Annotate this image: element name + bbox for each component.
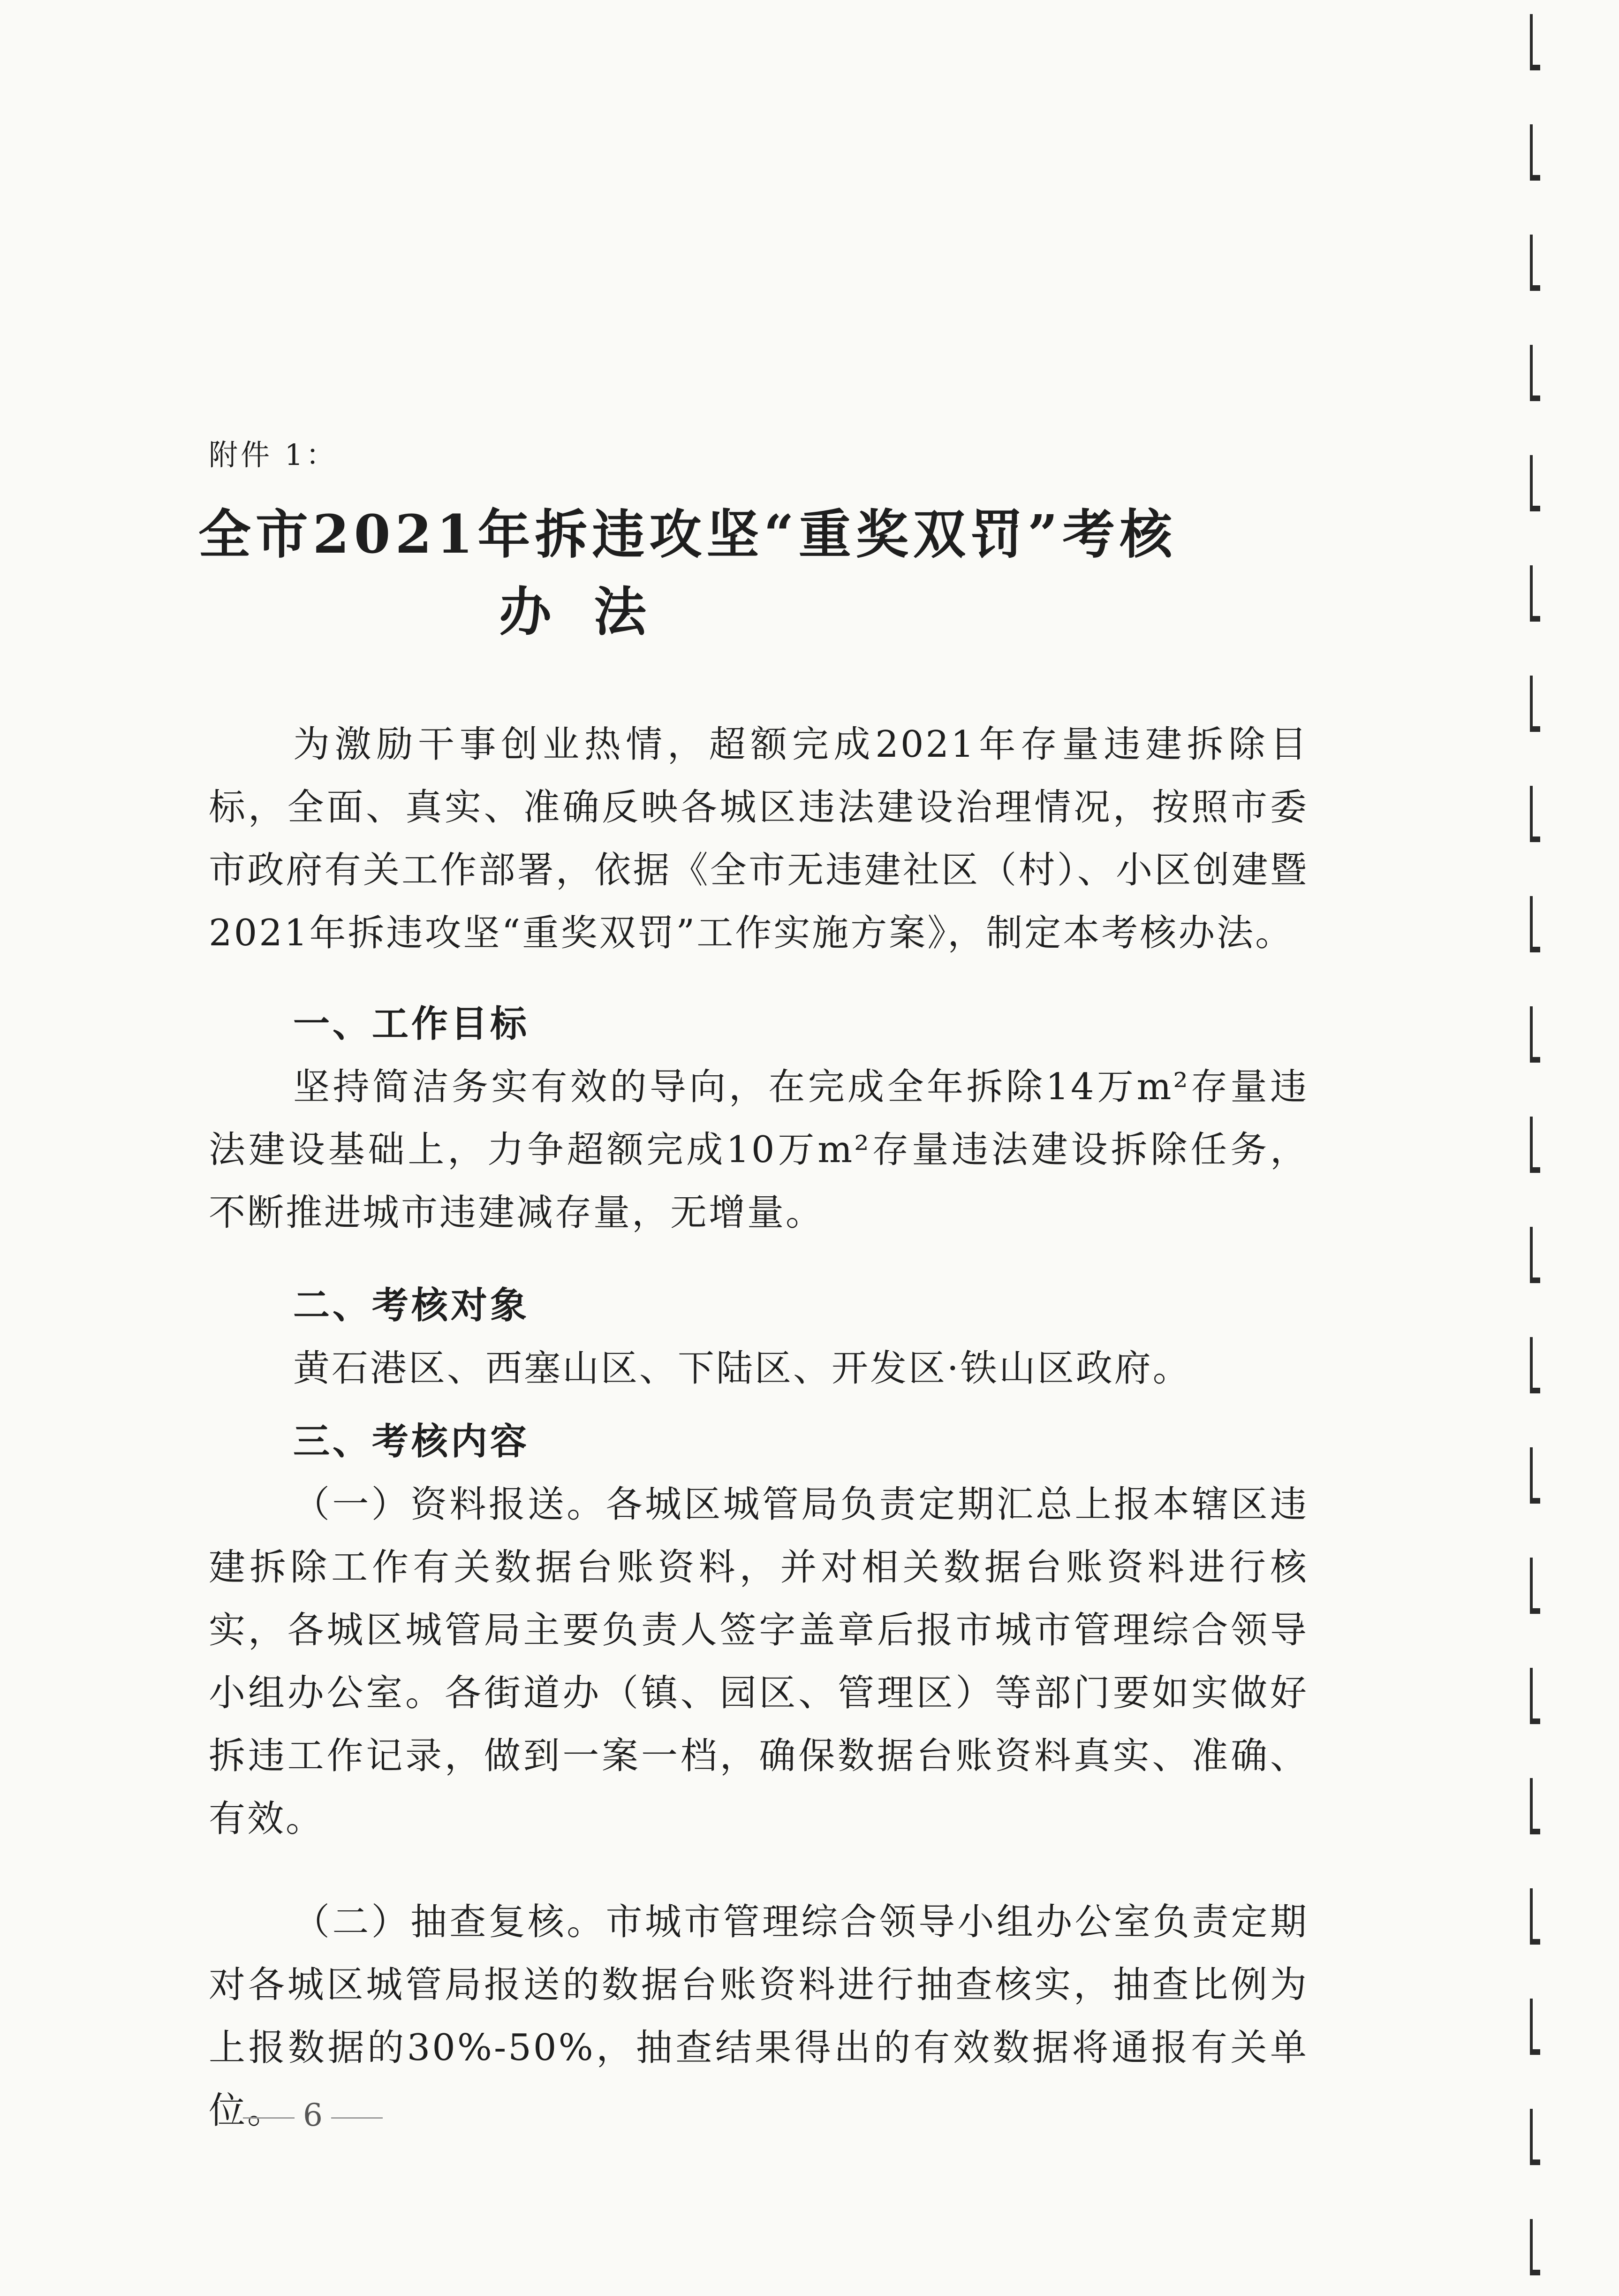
section-heading-goals: 一、工作目标	[293, 1003, 530, 1045]
page-number-dash	[331, 2117, 383, 2119]
binding-mark	[1530, 2109, 1540, 2165]
binding-mark	[1530, 345, 1540, 401]
binding-mark	[1530, 565, 1540, 622]
section-text-targets: 黄石港区、西塞山区、下陆区、开发区·铁山区政府。	[293, 1347, 1191, 1390]
binding-mark	[1530, 1337, 1540, 1393]
content-item-reporting: （一）资料报送。各城区城管局负责定期汇总上报本辖区违建拆除工作有关数据台账资料，并对相关数据台账资料进行核实，各城区城管局主要负责人签字盖章后报市城市管理综合领导小组办公室。各街道办（镇、园区、管理区）等部门要如实做好拆违工作记录，做到一案一档，确保数据台账资料真实、准确、有效。	[209, 1483, 1309, 1840]
page-number	[235, 2097, 391, 2133]
binding-mark	[1530, 896, 1540, 952]
binding-mark	[1530, 2219, 1540, 2275]
attachment-label: 附件 1：	[209, 438, 338, 472]
binding-mark	[1530, 235, 1540, 291]
section-heading-targets: 二、考核对象	[293, 1285, 530, 1327]
binding-mark	[1530, 124, 1540, 181]
binding-mark	[1530, 1447, 1540, 1504]
binding-mark	[1530, 1117, 1540, 1173]
binding-mark	[1530, 1006, 1540, 1063]
binding-mark	[1530, 1888, 1540, 1945]
intro-paragraph: 为激励干事创业热情，超额完成2021年存量违建拆除目标，全面、真实、准确反映各城区违法建设治理情况，按照市委市政府有关工作部署，依据《全市无违建社区（村）、小区创建暨2021年拆违攻坚“重奖双罚”工作实施方案》，制定本考核办法。	[209, 723, 1309, 954]
page-number-dash	[243, 2117, 295, 2119]
binding-mark	[1530, 1558, 1540, 1614]
document-title: 全市2021年拆违攻坚“重奖双罚”考核	[198, 504, 1177, 565]
binding-mark	[1530, 14, 1540, 70]
binding-mark	[1530, 786, 1540, 842]
section-heading-content: 三、考核内容	[293, 1421, 530, 1463]
content-item-spot-check: （二）抽查复核。市城市管理综合领导小组办公室负责定期对各城区城管局报送的数据台账资料进行抽查核实，抽查比例为上报数据的30%-50%，抽查结果得出的有效数据将通报有关单位。	[209, 1901, 1309, 2132]
section-text-goals: 坚持简洁务实有效的导向，在完成全年拆除14万m²存量违法建设基础上，力争超额完成10万m²存量违法建设拆除任务，不断推进城市违建减存量，无增量。	[209, 1066, 1309, 1234]
binding-mark	[1530, 676, 1540, 732]
binding-marks	[1530, 14, 1549, 2285]
binding-mark	[1530, 455, 1540, 511]
binding-mark	[1530, 1668, 1540, 1724]
binding-mark	[1530, 1778, 1540, 1834]
document-title-line2: 办法	[499, 581, 688, 643]
binding-mark	[1530, 1999, 1540, 2055]
binding-mark	[1530, 1227, 1540, 1283]
page-number-value: 6	[303, 2097, 323, 2133]
